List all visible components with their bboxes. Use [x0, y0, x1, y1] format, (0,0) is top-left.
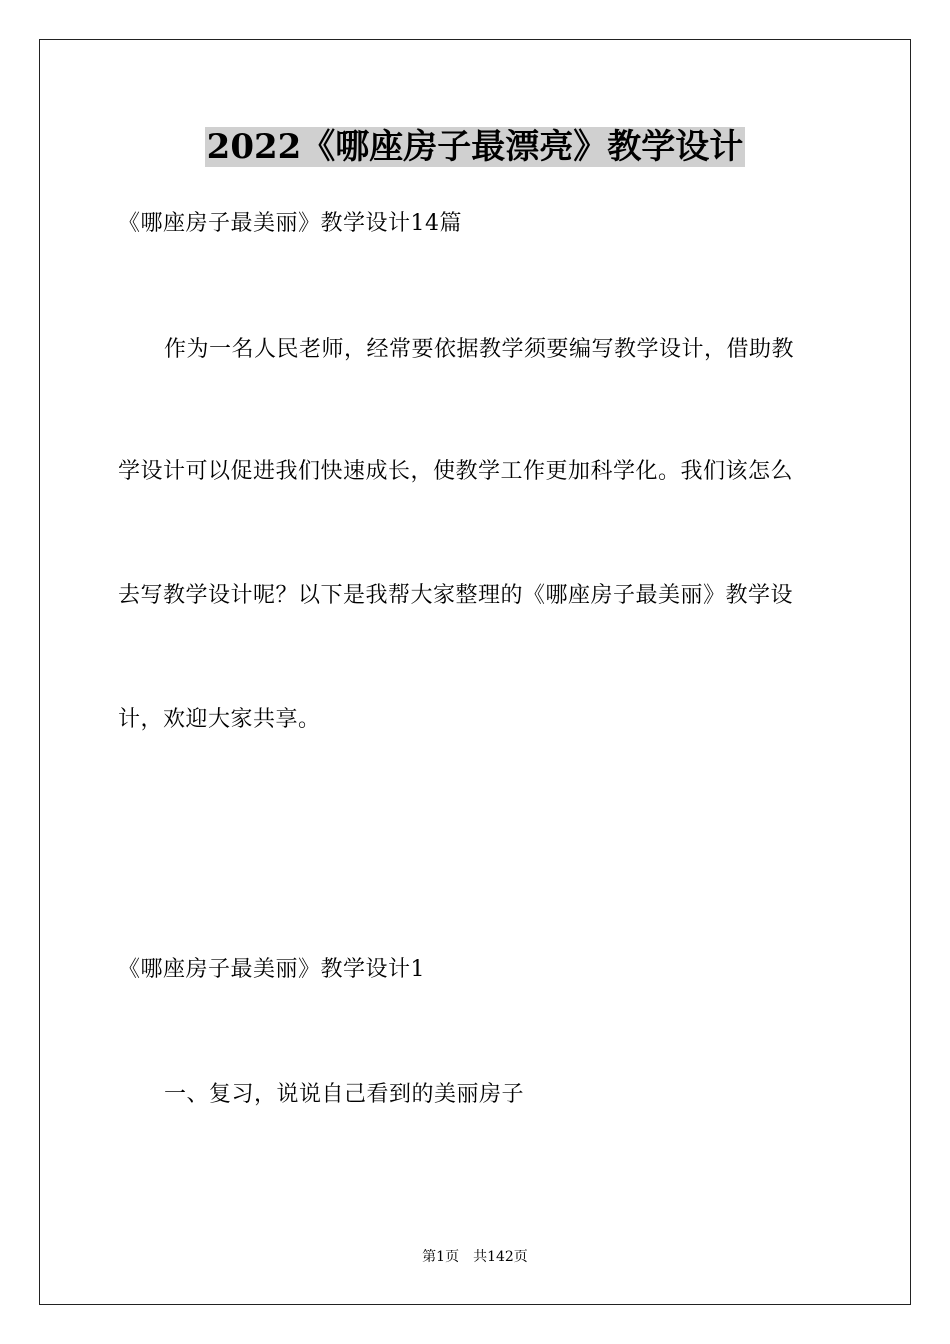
intro-line-3: 去写教学设计呢？以下是我帮大家整理的《哪座房子最美丽》教学设	[118, 583, 794, 608]
page-footer: 第1页 共142页	[422, 1249, 528, 1265]
document-subtitle: 《哪座房子最美丽》教学设计14篇	[118, 211, 462, 236]
intro-line-2: 学设计可以促进我们快速成长，使教学工作更加科学化。我们该怎么	[118, 459, 794, 484]
document-title-text: 2022《哪座房子最漂亮》教学设计	[206, 127, 744, 167]
intro-line-1: 作为一名人民老师，经常要依据教学须要编写教学设计，借助教	[164, 337, 795, 362]
document-title	[0, 124, 950, 170]
section-heading: 《哪座房子最美丽》教学设计1	[118, 957, 425, 982]
intro-line-4: 计，欢迎大家共享。	[118, 707, 321, 732]
section-item: 一、复习，说说自己看到的美丽房子	[164, 1082, 525, 1107]
